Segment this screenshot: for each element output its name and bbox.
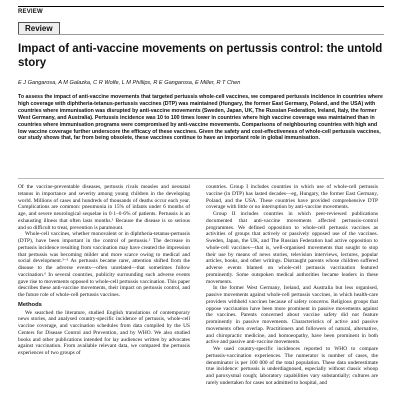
body-column-left xyxy=(18,184,190,357)
body-paragraph: Group II includes countries in which peer-reviewed publications documented that anti-vaccine movements affected pertussis-control programmes. We defined opposition to whole-cell pertussis vaccines as activities of groups that actively or passively opposed use of the vaccines. Sweden, Japan, the UK, and The Russian Federation had active opposition to whole-cell vaccines—that is, well-organised movements that sought to stop their use by means of news stories, television interviews, lectures, popular articles, books, and other writings. Distraught parents whose children suffered adverse events blamed on whole-cell pertussis vaccination featured prominently. Some outspoken medical authorities became leaders in these movements. xyxy=(206,211,378,285)
body-paragraph: countries. Group I includes countries in which use of whole-cell pertussis vaccine (in DTP) has lasted decades—eg, Hungary, the former East Germany, Poland, and the USA. These countries have provided comprehensive DTP coverage with little or no interruption by anti-vaccine movements. xyxy=(206,184,378,211)
header-rule xyxy=(18,6,384,7)
article-page xyxy=(18,0,384,420)
body-column-right xyxy=(206,184,378,387)
abstract-divider xyxy=(18,178,384,179)
body-paragraph: We searched the literature, studied English translations of contemporary news stories, and analysed country-specific incidence of pertussis, whole-cell vaccine coverage, and vaccination schedules from data compiled by the US Centers for Disease Control and Prevention, and by WHO. We also studied books and other publications intended for lay audiences written by advocates against vaccination. From available relevant data, we compared the pertussis experiences of two groups of xyxy=(18,309,190,356)
body-paragraph: Of the vaccine-preventable diseases, pertussis rivals measles and neonatal tetanus in importance and severity among young children in the developing world. Millions of cases and hundreds of thousands of deaths occur each year. Complications are common: pneumonia in 15% of infants under 6 months of age, and severe neurological sequelae in 0·1–0·6% of patients. Pertussis is an exhausting illness that often lasts months.¹ Because the disease is so serious and so difficult to treat, prevention is paramount. xyxy=(18,184,190,231)
article-type-tag: Review xyxy=(18,22,60,35)
body-paragraph: Whole-cell vaccines, whether monovalent or in diphtheria-tetanus-pertussis (DTP), have been important in the control of pertussis.² The decrease in pertussis incidence resulting from vaccination may have created the impression that pertussis was becoming milder and more scarce owing to medical and social development.³⁻⁵ As pertussis became rarer, attention shifted from the disease to the adverse events—often unrelated—that sometimes follow vaccination.⁶ In several countries, publicity surrounding such adverse events gave rise to movements opposed to whole-cell pertussis vaccination. This paper describes these anti-vaccine movements, their impact on pertussis control, and the future role of whole-cell pertussis vaccines. xyxy=(18,231,190,298)
tag-divider xyxy=(18,34,384,35)
body-paragraph: In the former West Germany, Ireland, and Australia but less organised, passive movements against whole-cell pertussis vaccines, in which health-care providers withheld vaccines because of safety concerns. Religious groups that oppose vaccination have been more prominent in passive movements against the vaccines. Parents concerned about vaccine safety did not feature prominently in passive movements. Characteristics of active and passive movements often overlap. Practitioners and followers of natural, alternative, and chiropractic medicine, and homoeopathy, have been prominent in both active and passive anti-vaccine movements. xyxy=(206,285,378,346)
methods-heading: Methods xyxy=(18,301,42,308)
section-label: REVIEW xyxy=(18,9,43,15)
article-title: Impact of anti-vaccine movements on pertussis control: the untold story xyxy=(18,43,383,69)
body-paragraph: We used country-specific incidences reported to WHO to compare pertussis-vaccination experiences. The numerator is number of cases, the denominator is per 100 000 of the total population. These data underestimate true incidence: pertussis is underdiagnosed, especially without classic whoop and paroxysmal cough; laboratory capabilities vary substantially; cultures are rarely undertaken for cases not admitted to hospital, and xyxy=(206,346,378,386)
abstract: To assess the impact of anti-vaccine movements that targeted pertussis whole-cell vaccines, we compared pertussis incidence in countries where high coverage with diphtheria-tetanus-pertussis vaccines (DTP) was maintained (Hungary, the former East Germany, Poland, and the USA) with countries where immunisation was disrupted by anti-vaccine movements (Sweden, Japan, UK, The Russian Federation, Ireland, Italy, the former West Germany, and Australia). Pertussis incidence was 10 to 100 times lower in countries where high vaccine coverage was maintained than in countries where immunisation programs were compromised by anti-vaccine movements. Comparisons of neighbouring countries with high and low vaccine coverage further underscore the efficacy of these vaccines. Given the safety and cost-effectiveness of whole-cell pertussis vaccines, our study shows that, far from being obsolete, these vaccines continue to have an important role in global immunisation. xyxy=(18,94,383,142)
author-list: E J Gangarosa, A M Galazka, C R Wolfe, L M Phillips, R E Gangarosa, E Miller, R T Chen xyxy=(18,80,241,86)
